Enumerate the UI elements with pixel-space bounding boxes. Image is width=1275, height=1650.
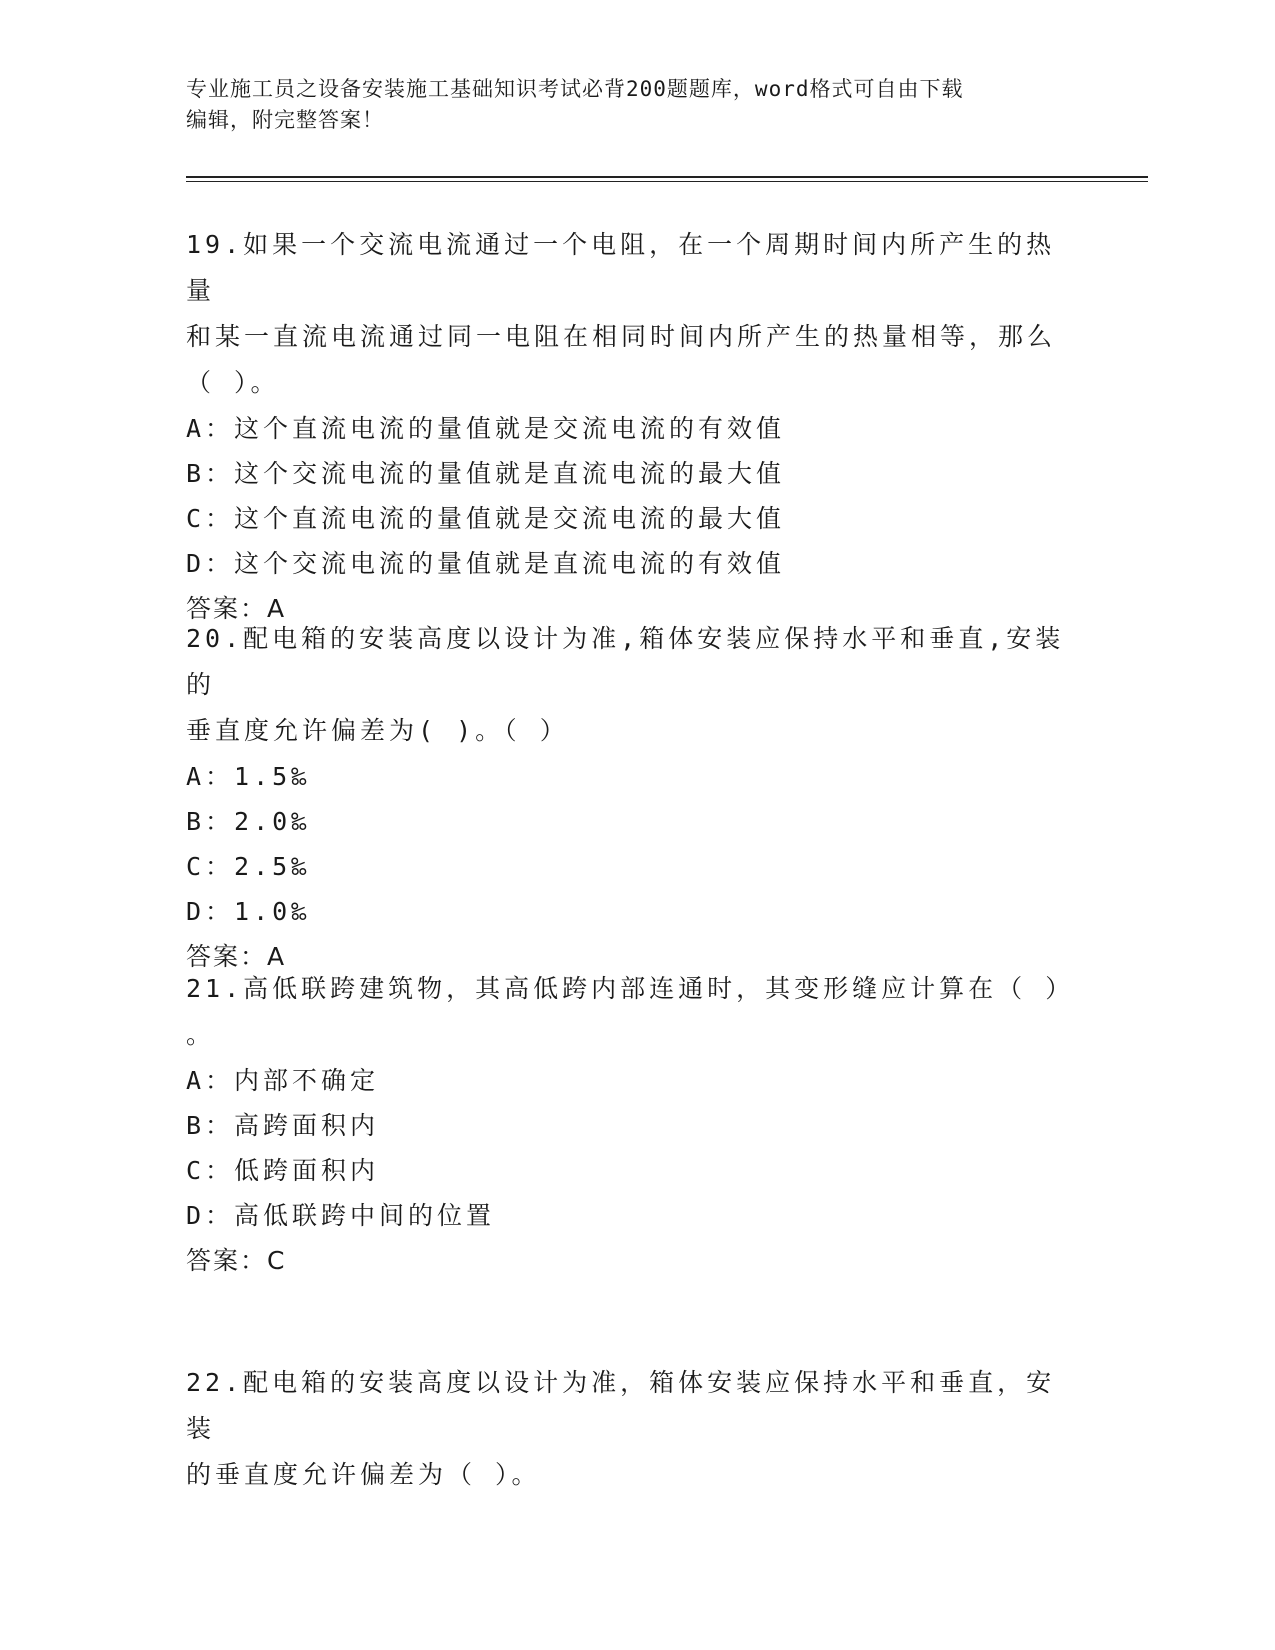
- option-d: D：这个交流电流的量值就是直流电流的有效值: [186, 549, 786, 578]
- question-text-line: 21.高低联跨建筑物，其高低跨内部连通时，其变形缝应计算在（ ）: [186, 974, 1075, 1003]
- question-19: [186, 222, 1066, 631]
- option-c: C：低跨面积内: [186, 1156, 380, 1185]
- question-text-line: 19.如果一个交流电流通过一个电阻，在一个周期时间内所产生的热量: [186, 230, 1056, 305]
- question-21: [186, 966, 1075, 1283]
- option-d: D：1.0‰: [186, 897, 311, 926]
- option-a: A：这个直流电流的量值就是交流电流的有效值: [186, 414, 786, 443]
- question-text-line: 20.配电箱的安装高度以设计为准,箱体安装应保持水平和垂直,安装的: [186, 624, 1065, 699]
- answer: 答案：C: [186, 1246, 287, 1275]
- question-text-line: 22.配电箱的安装高度以设计为准，箱体安装应保持水平和垂直，安装: [186, 1368, 1056, 1443]
- header-divider: [186, 176, 1148, 182]
- option-c: C：2.5‰: [186, 852, 311, 881]
- question-text-line: 垂直度允许偏差为( )。（ ）: [186, 716, 569, 745]
- answer: 答案：A: [186, 942, 287, 971]
- document-header: [186, 74, 1086, 136]
- option-c: C：这个直流电流的量值就是交流电流的最大值: [186, 504, 786, 533]
- question-22: [186, 1360, 1066, 1498]
- option-b: B：2.0‰: [186, 807, 311, 836]
- option-b: B：高跨面积内: [186, 1111, 380, 1140]
- option-a: A：1.5‰: [186, 762, 311, 791]
- answer: 答案：A: [186, 594, 287, 623]
- header-line-2: 编辑，附完整答案！: [186, 108, 384, 132]
- question-20: [186, 616, 1066, 979]
- question-text-line: 的垂直度允许偏差为（ ）。: [186, 1460, 541, 1489]
- question-text-line: 。: [186, 1020, 216, 1049]
- header-line-1: 专业施工员之设备安装施工基础知识考试必背200题题库，word格式可自由下载: [186, 77, 964, 101]
- question-text-line: （ ）。: [186, 368, 280, 397]
- question-text-line: 和某一直流电流通过同一电阻在相同时间内所产生的热量相等，那么: [186, 322, 1057, 351]
- option-b: B：这个交流电流的量值就是直流电流的最大值: [186, 459, 786, 488]
- option-a: A：内部不确定: [186, 1066, 380, 1095]
- option-d: D：高低联跨中间的位置: [186, 1201, 496, 1230]
